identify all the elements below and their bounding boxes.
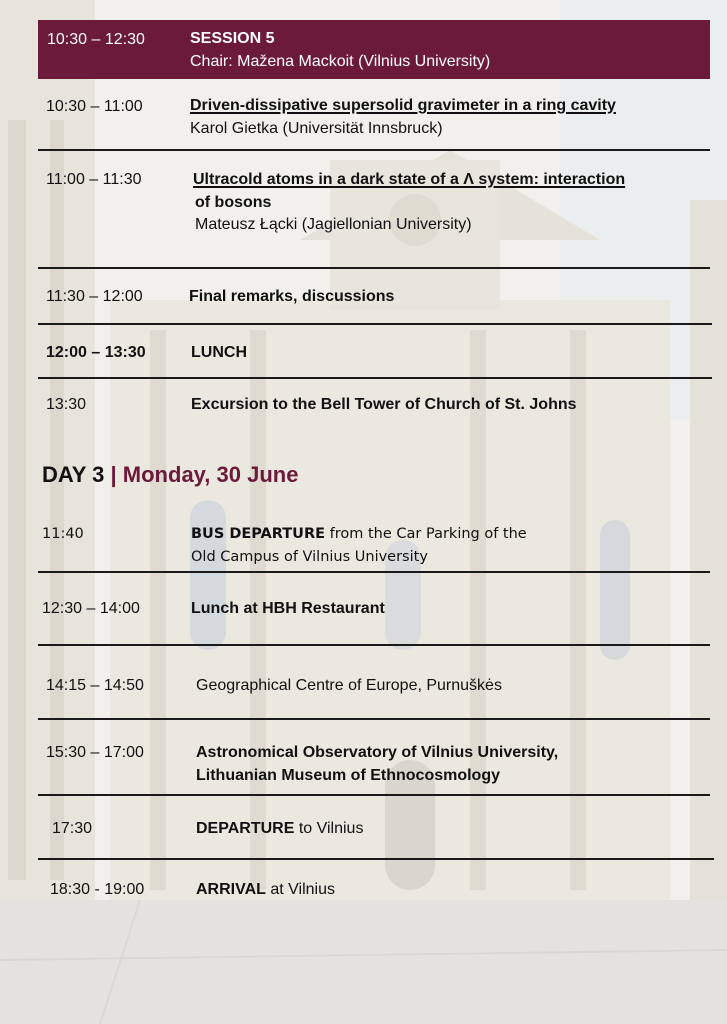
talk-speaker: Karol Gietka (Universität Innsbruck) [190, 120, 443, 137]
talk-speaker: Mateusz Łącki (Jagiellonian University) [195, 216, 472, 233]
day-label: DAY 3 [42, 462, 105, 487]
divider [38, 644, 710, 646]
row-title: Lunch at HBH Restaurant [191, 600, 385, 617]
row-title: LUNCH [191, 344, 247, 361]
row-time: 18:30 - 19:00 [50, 881, 145, 898]
row-time: 15:30 – 17:00 [46, 744, 144, 761]
divider [38, 718, 710, 720]
row-title: Geographical Centre of Europe, Purnuškės [196, 677, 502, 694]
divider [38, 794, 710, 796]
day-separator: | [110, 462, 117, 487]
divider [38, 377, 712, 379]
row-time: 12:00 – 13:30 [46, 344, 146, 361]
session-banner [38, 20, 710, 79]
day-date: Monday, 30 June [122, 462, 299, 487]
talk-title-line2: of bosons [195, 194, 272, 211]
row-time: 14:15 – 14:50 [46, 677, 144, 694]
row-time: 11:40 [42, 526, 84, 542]
row-title [196, 820, 363, 838]
divider [38, 323, 712, 325]
talk-title-link[interactable]: Ultracold atoms in a dark state of a Λ system: interaction [193, 171, 626, 188]
row-time: 12:30 – 14:00 [42, 600, 140, 617]
row-title-line2: Lithuanian Museum of Ethnocosmology [196, 767, 500, 784]
row-time: 11:00 – 11:30 [46, 171, 142, 188]
divider [38, 858, 714, 860]
row-time: 13:30 [46, 396, 87, 413]
row-title-rest: from the Car Parking of the [325, 526, 527, 542]
row-title-rest: at Vilnius [265, 881, 335, 898]
row-time: 17:30 [52, 820, 93, 837]
divider [38, 571, 710, 573]
row-title: Astronomical Observatory of Vilnius University, [196, 744, 559, 761]
row-title-line2: Old Campus of Vilnius University [191, 549, 428, 565]
row-title-rest: to Vilnius [294, 820, 364, 837]
row-title: Excursion to the Bell Tower of Church of St. Johns [191, 396, 577, 413]
session-title: SESSION 5 [190, 30, 275, 47]
row-title: Final remarks, discussions [189, 288, 395, 305]
day-heading [42, 462, 298, 488]
divider [38, 149, 710, 151]
row-title-bold: BUS DEPARTURE [191, 526, 326, 542]
talk-title-link[interactable]: Driven-dissipative supersolid gravimeter in a ring cavity [190, 97, 616, 114]
row-title [191, 526, 527, 542]
row-time: 10:30 – 11:00 [46, 98, 143, 115]
row-title [196, 881, 335, 899]
row-time: 11:30 – 12:00 [46, 288, 143, 305]
session-chair: Chair: Mažena Mackoit (Vilnius University) [190, 53, 491, 70]
session-time: 10:30 – 12:30 [47, 31, 145, 48]
row-title-bold: DEPARTURE [196, 820, 295, 837]
row-title-bold: ARRIVAL [196, 881, 266, 898]
divider [38, 267, 710, 269]
